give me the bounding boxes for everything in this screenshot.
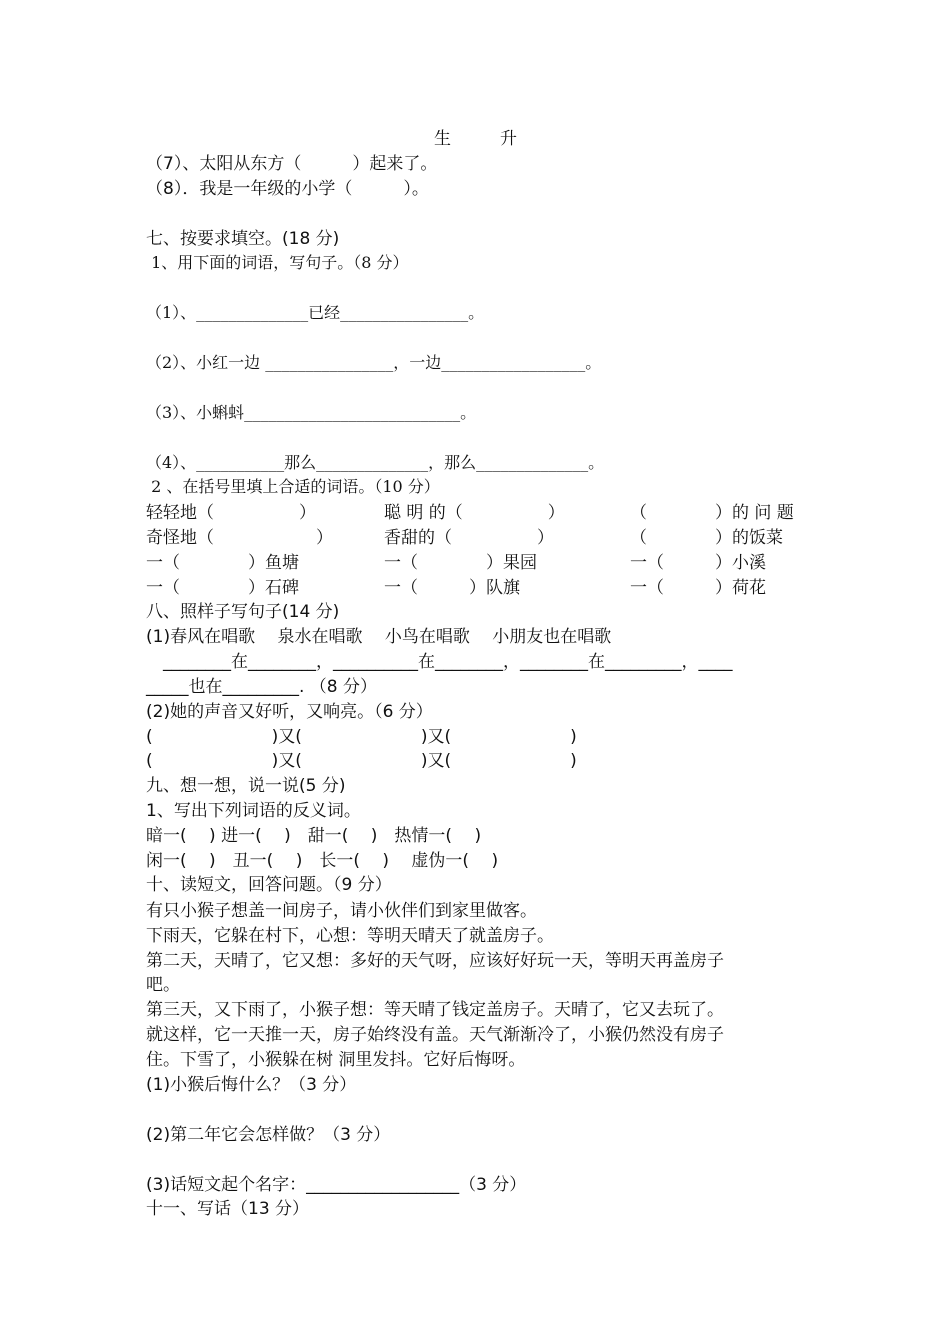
section-8-example-2: (2)她的声音又好听，又响亮。（6 分） xyxy=(146,702,433,722)
passage-line-5a: 就这样，它一天推一天，房子始终没有盖。天气渐渐冷了，小猴仍然没有房子 xyxy=(146,1025,724,1045)
sentence-4: （4）、___________那么______________，那么______________。 xyxy=(146,453,605,472)
sentence-1: （1）、______________已经________________。 xyxy=(146,303,485,322)
question-8: （8）．我是一年级的小学（ ）。 xyxy=(146,179,429,199)
grid-r2-c3: （ ）的饭菜 xyxy=(630,528,783,548)
section-11-heading: 十一、写话（13 分） xyxy=(146,1199,310,1219)
section-8-example-1: (1)春风在唱歌 泉水在唱歌 小鸟在唱歌 小朋友也在唱歌 xyxy=(146,627,612,647)
passage-line-5b: 住。下雪了，小猴躲在树 洞里发抖。它好后悔呀。 xyxy=(146,1050,526,1070)
sentence-3: （3）、小蝌蚪___________________________。 xyxy=(146,403,477,422)
grid-r1-c1: 轻轻地（ ） xyxy=(146,503,316,523)
section-7-sub2: 2 、在括号里填上合适的词语。（10 分） xyxy=(146,477,440,496)
grid-r1-c3: （ ）的 问 题 xyxy=(630,503,794,523)
section-10-heading: 十、读短文，回答问题。（9 分） xyxy=(146,875,392,895)
section-9-sub1: 1、写出下列词语的反义词。 xyxy=(146,801,361,821)
reading-question-3: (3)话短文起个名字：__________________（3 分） xyxy=(146,1175,527,1195)
section-8-heading: 八、照样子写句子(14 分) xyxy=(146,602,340,622)
section-7-heading: 七、按要求填空。(18 分) xyxy=(146,229,340,249)
grid-r4-c1: 一（ ）石碑 xyxy=(146,578,299,598)
grid-r2-c1: 奇怪地（ ） xyxy=(146,528,333,548)
passage-line-3a: 第二天，天晴了，它又想：多好的天气呀，应该好好玩一天，等明天再盖房子 xyxy=(146,951,724,971)
passage-line-2: 下雨天，它躲在村下，心想：等明天晴天了就盖房子。 xyxy=(146,926,554,946)
section-9-heading: 九、想一想，说一说(5 分) xyxy=(146,776,346,796)
passage-line-4: 第三天，又下雨了，小猴子想：等天晴了钱定盖房子。天晴了，它又去玩了。 xyxy=(146,1000,724,1020)
top-char-sheng2: 升 xyxy=(500,129,517,149)
grid-r4-c3: 一（ ）荷花 xyxy=(630,578,766,598)
section-8-fill-2: _____也在_________. （8 分） xyxy=(146,677,378,697)
grid-r1-c2: 聪 明 的（ ） xyxy=(384,503,565,523)
passage-line-3b: 吧。 xyxy=(146,975,180,995)
antonym-row-1: 暗一( ) 进一( ) 甜一( ) 热情一( ) xyxy=(146,826,482,846)
reading-question-1: (1)小猴后悔什么？（3 分） xyxy=(146,1075,357,1095)
antonym-row-2: 闲一( ) 丑一( ) 长一( ) 虚伪一( ) xyxy=(146,851,499,871)
grid-r3-c3: 一（ ）小溪 xyxy=(630,553,766,573)
section-8-fill-1: ________在________，__________在________，________在_________，____ xyxy=(146,652,733,672)
section-8-row-2: ( )又( )又( ) xyxy=(146,751,577,771)
grid-r3-c2: 一（ ）果园 xyxy=(384,553,537,573)
section-7-sub1: 1、用下面的词语，写句子。（8 分） xyxy=(146,253,409,272)
sentence-2: （2）、小红一边 ________________，一边__________________。 xyxy=(146,353,602,372)
grid-r2-c2: 香甜的（ ） xyxy=(384,528,554,548)
grid-r4-c2: 一（ ）队旗 xyxy=(384,578,520,598)
reading-question-2: (2)第二年它会怎样做？（3 分） xyxy=(146,1125,391,1145)
grid-r3-c1: 一（ ）鱼塘 xyxy=(146,553,299,573)
passage-line-1: 有只小猴子想盖一间房子，请小伙伴们到家里做客。 xyxy=(146,901,537,921)
question-7: （7）、太阳从东方（ ）起来了。 xyxy=(146,154,438,174)
top-char-sheng: 生 xyxy=(434,129,451,149)
section-8-row-1: ( )又( )又( ) xyxy=(146,727,577,747)
